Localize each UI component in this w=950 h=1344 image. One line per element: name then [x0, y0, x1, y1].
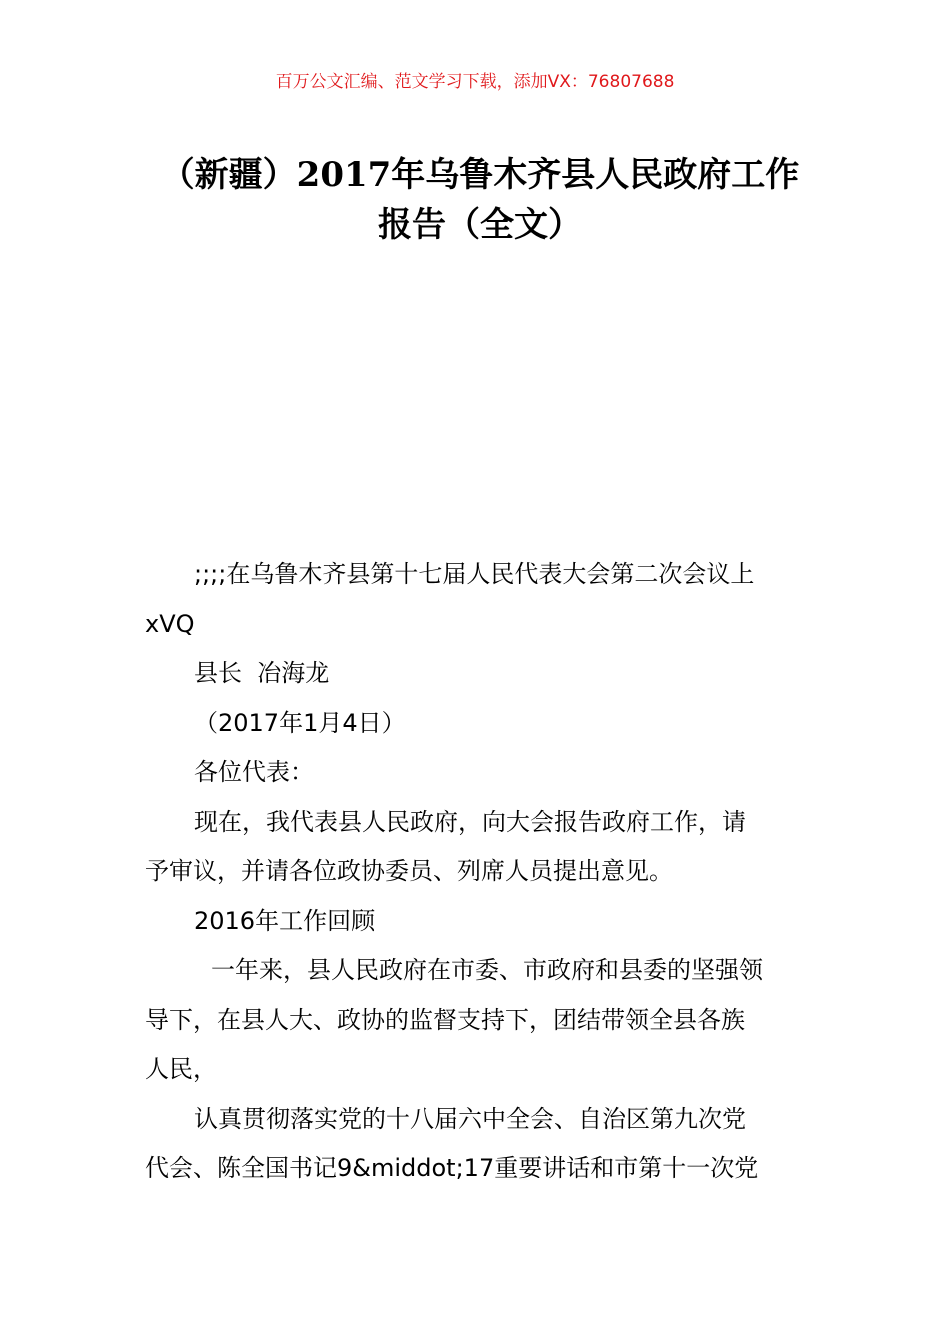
paragraph-line: 导下，在县人大、政协的监督支持下，团结带领全县各族	[145, 1005, 745, 1034]
paragraph-speaker: 县长 冶海龙	[194, 659, 330, 687]
paragraph-line: 予审议，并请各位政协委员、列席人员提出意见。	[145, 857, 673, 885]
paragraph-line: xVQ	[145, 609, 195, 638]
paragraph-line: 人民，	[145, 1055, 217, 1083]
paragraph-line: ;;;;在乌鲁木齐县第十七届人民代表大会第二次会议上	[194, 560, 755, 588]
document-body	[145, 550, 810, 1194]
title-line-2: 报告（全文）	[378, 205, 582, 245]
paragraph-intro	[145, 798, 810, 897]
document-title	[145, 150, 815, 250]
paragraph-line: 现在，我代表县人民政府，向大会报告政府工作，请	[194, 807, 746, 836]
title-line-1: （新疆）2017年乌鲁木齐县人民政府工作	[160, 155, 800, 195]
paragraph-line: 代会、陈全国书记9&middot;17重要讲话和市第十一次党	[145, 1154, 759, 1182]
paragraph-line: 一年来，县人民政府在市委、市政府和县委的坚强领	[211, 956, 763, 984]
paragraph-date: （2017年1月4日）	[194, 708, 406, 737]
paragraph-line: 认真贯彻落实党的十八届六中全会、自治区第九次党	[194, 1104, 746, 1133]
paragraph-implementation	[145, 1095, 810, 1194]
section-heading-review: 2016年工作回顾	[194, 906, 376, 935]
paragraph-meeting	[145, 550, 810, 649]
header-note: 百万公文汇编、范文学习下载，添加VX：76807688	[275, 72, 675, 92]
paragraph-salutation: 各位代表：	[194, 758, 314, 786]
paragraph-review	[145, 946, 810, 1095]
